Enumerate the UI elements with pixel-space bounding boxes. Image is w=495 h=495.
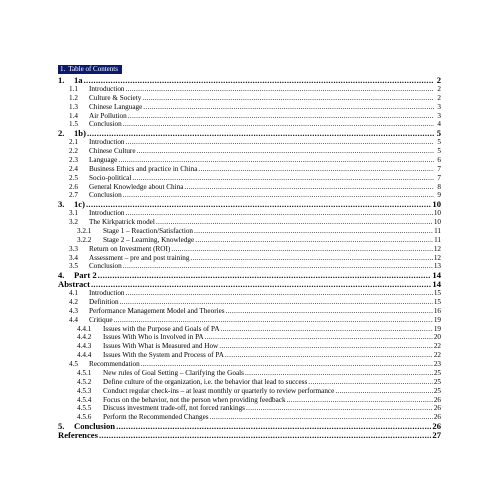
toc-entry-title: Chinese Language (89, 102, 143, 111)
toc-entry[interactable] (58, 218, 441, 227)
toc-dot-leader (143, 103, 434, 112)
toc-entry-page: 19 (433, 315, 441, 324)
toc-dot-leader (120, 298, 433, 307)
toc-dot-leader (126, 289, 433, 298)
toc-dot-leader (219, 342, 433, 351)
toc-entry[interactable] (58, 129, 441, 138)
toc-entry[interactable] (58, 404, 441, 413)
toc-entry[interactable] (58, 431, 441, 440)
toc-entry-page: 26 (433, 404, 441, 413)
toc-entry[interactable] (58, 316, 441, 325)
toc-entry-title: The Kirkpatrick model (89, 218, 155, 226)
toc-entry-page: 23 (433, 360, 441, 368)
toc-entry-page: 26 (433, 395, 441, 404)
toc-entry-number: 2.4 (69, 164, 78, 173)
toc-entry-number: 5. (58, 422, 65, 431)
toc-entry-title: Business Ethics and practice in China (89, 164, 198, 173)
toc-entry[interactable] (58, 262, 441, 271)
toc-entry[interactable] (58, 245, 441, 254)
toc-dot-leader (198, 165, 434, 174)
toc-entry-page: 11 (434, 235, 441, 244)
toc-dot-leader (126, 85, 434, 94)
toc-dot-leader (246, 404, 433, 413)
toc-entry-title: Issues With Who is Involved in PA (103, 333, 204, 342)
toc-entry-page: 2 (436, 76, 441, 85)
toc-entry-number: 3. (58, 200, 65, 210)
toc-entry-title: Conclusion (74, 422, 116, 431)
toc-entry[interactable] (58, 156, 441, 165)
toc-entry-number: 4.2 (69, 297, 78, 306)
toc-dot-leader (194, 227, 433, 236)
toc-entry-number: 2.3 (69, 155, 78, 164)
toc-entry-title: Perform the Recommended Changes (103, 413, 209, 422)
toc-entry[interactable] (58, 351, 441, 360)
toc-entry-page: 20 (433, 333, 441, 342)
toc-entry-page: 25 (433, 368, 441, 377)
toc-entry-number: 3.4 (69, 253, 78, 262)
toc-entry[interactable] (58, 396, 441, 405)
toc-entry-title: Conduct regular check-ins – at least monthly or quarterly to review performance (103, 386, 335, 395)
toc-entry-page: 5 (436, 129, 441, 139)
toc-entry-number: 4.5.6 (77, 413, 92, 422)
toc-entry[interactable] (58, 227, 441, 236)
toc-entry-page: 12 (433, 244, 441, 253)
toc-entry-title: Definition (89, 297, 119, 306)
toc-dot-leader (195, 236, 433, 245)
toc-entry[interactable] (58, 76, 441, 85)
toc-entry[interactable] (58, 191, 441, 200)
toc-entry-title: Culture & Society (89, 93, 142, 102)
toc-entry-number: 2.2 (69, 147, 78, 155)
toc-entry-title: Conclusion (89, 120, 122, 129)
toc-entry-title: 1a (74, 76, 83, 85)
toc-entry-title: Conclusion (89, 262, 122, 271)
toc-dot-leader (184, 183, 434, 192)
toc-dot-leader (210, 413, 433, 422)
toc-entry-number: 4.5.4 (77, 395, 92, 404)
toc-entry-title: Stage 2 – Learning, Knowledge (103, 235, 195, 244)
toc-entry-number: 4.4.2 (77, 333, 92, 342)
toc-entry-page: 26 (433, 413, 441, 422)
toc-dot-leader (205, 333, 433, 342)
toc-heading-text: Table of Contents (68, 65, 118, 73)
toc-entry-page: 14 (432, 280, 441, 289)
toc-entry-title: Introduction (89, 209, 125, 218)
toc-entry-number: 4.5 (69, 360, 78, 368)
toc-dot-leader (87, 129, 434, 138)
toc-entry-title: Air Pollution (89, 111, 127, 120)
toc-entry-number: 2.1 (69, 138, 78, 147)
toc-entry-number: 2.5 (69, 173, 78, 182)
toc-dot-leader (116, 422, 431, 431)
toc-entry-number: 4.4.4 (77, 351, 92, 360)
toc-entry-page: 15 (433, 289, 441, 297)
toc-entry-number: 3.1 (69, 209, 78, 218)
toc-entry-page: 14 (432, 271, 441, 281)
toc-entry[interactable] (58, 360, 441, 369)
toc-entry-number: 4.4 (69, 315, 78, 324)
toc-entry-title: Issues With the System and Process of PA (103, 351, 224, 360)
toc-entry-page: 5 (437, 138, 441, 147)
toc-entry-number: 2. (58, 129, 65, 139)
toc-entry-title: New rules of Goal Setting – Clarifying the Goals (103, 368, 244, 377)
toc-entry-title: Part 2 (74, 271, 97, 281)
toc-dot-leader (91, 280, 431, 289)
toc-entry-title: 1b) (74, 129, 86, 139)
toc-entry-number: 4.4.1 (77, 324, 92, 333)
toc-entry-title: Language (89, 155, 118, 164)
toc-entry-title: Discuss investment trade-off, not forced rankings (103, 404, 245, 413)
toc-entry-title: Focus on the behavior, not the person when providing feedback (103, 395, 286, 404)
toc-entry[interactable] (58, 94, 441, 103)
toc-entry[interactable] (58, 271, 441, 280)
toc-entry[interactable] (58, 422, 441, 431)
toc-entry-page: 10 (433, 209, 441, 218)
toc-entry-title: Conclusion (89, 191, 122, 200)
toc-dot-leader (99, 431, 431, 440)
toc-entry[interactable] (58, 289, 441, 298)
toc-entry[interactable] (58, 183, 441, 192)
toc-entry[interactable] (58, 236, 441, 245)
toc-entry[interactable] (58, 138, 441, 147)
toc-entry[interactable] (58, 387, 441, 396)
toc-dot-leader (118, 156, 434, 165)
toc-entry-page: 19 (433, 324, 441, 333)
toc-entry-number: 4.5.5 (77, 404, 92, 413)
toc-entry-page: 15 (433, 297, 441, 306)
toc-dot-leader (123, 262, 433, 271)
toc-entry-title: Issues With What is Measured and How (103, 342, 219, 351)
toc-entry-page: 22 (433, 351, 441, 360)
toc-dot-leader (141, 360, 433, 369)
toc-entry-page: 26 (432, 422, 441, 431)
toc-dot-leader (171, 245, 433, 254)
toc-entry-page: 9 (437, 191, 441, 200)
toc-dot-leader (245, 369, 433, 378)
toc-entry-title: Chinese Culture (89, 147, 136, 155)
toc-entry-number: 3.2.1 (77, 226, 92, 235)
toc-dot-leader (86, 200, 431, 209)
toc-entry-page: 10 (433, 218, 441, 226)
toc-entry-page: 22 (433, 342, 441, 351)
toc-entry-list (58, 76, 441, 440)
toc-dot-leader (132, 174, 434, 183)
toc-entry-title: Abstract (58, 280, 90, 289)
toc-entry-number: 4.1 (69, 289, 78, 297)
toc-entry[interactable] (58, 342, 441, 351)
toc-entry-page: 3 (437, 111, 441, 120)
toc-heading-number: 1. (60, 65, 66, 73)
toc-entry-page: 10 (432, 200, 441, 210)
toc-entry-title: Stage 1 – Reaction/Satisfaction (103, 226, 194, 235)
toc-entry[interactable] (58, 209, 441, 218)
toc-entry-page: 2 (437, 84, 441, 93)
toc-entry-title: 1c) (74, 200, 85, 210)
toc-entry-page: 6 (437, 155, 441, 164)
toc-entry-number: 3.3 (69, 244, 78, 253)
toc-dot-leader (225, 351, 433, 360)
toc-dot-leader (335, 387, 432, 396)
toc-entry-number: 1.2 (69, 93, 78, 102)
toc-entry-number: 4.5.3 (77, 386, 92, 395)
toc-entry-number: 1.1 (69, 84, 78, 93)
toc-dot-leader (221, 325, 433, 334)
toc-entry[interactable] (58, 165, 441, 174)
toc-entry-title: Return on Investment (ROI) (89, 244, 171, 253)
toc-entry-title: Performance Management Model and Theories (89, 306, 225, 315)
toc-entry-page: 13 (433, 262, 441, 271)
toc-entry-page: 16 (433, 306, 441, 315)
toc-dot-leader (126, 138, 434, 147)
toc-entry-number: 3.2.2 (77, 235, 92, 244)
toc-entry-page: 8 (437, 182, 441, 191)
toc-entry[interactable] (58, 85, 441, 94)
toc-entry-number: 2.7 (69, 191, 78, 200)
toc-entry[interactable] (58, 103, 441, 112)
toc-entry-number: 4. (58, 271, 65, 281)
toc-entry-number: 2.6 (69, 182, 78, 191)
toc-dot-leader (156, 218, 433, 227)
toc-entry-page: 4 (437, 120, 441, 129)
toc-entry[interactable] (58, 120, 441, 129)
toc-entry[interactable] (58, 333, 441, 342)
toc-entry-title: Recommendation (89, 360, 140, 368)
toc-dot-leader (84, 76, 434, 85)
table-of-contents (58, 58, 441, 440)
toc-entry-number: 3.5 (69, 262, 78, 271)
toc-entry[interactable] (58, 307, 441, 316)
toc-entry-page: 25 (433, 377, 441, 386)
toc-dot-leader (190, 254, 432, 263)
toc-entry-page: 25 (433, 386, 441, 395)
toc-entry-title: References (58, 431, 98, 440)
toc-dot-leader (123, 191, 434, 200)
toc-entry[interactable] (58, 369, 441, 378)
toc-dot-leader (142, 94, 434, 103)
toc-entry-title: Introduction (89, 84, 125, 93)
toc-entry-title: Assessment – pre and post training (89, 253, 190, 262)
toc-entry-page: 7 (437, 173, 441, 182)
toc-entry-title: Define culture of the organization, i.e. the behavior that lead to success (103, 377, 308, 386)
toc-entry[interactable] (58, 413, 441, 422)
toc-entry-title: Critique (89, 315, 113, 324)
toc-entry-title: General Knowledge about China (89, 182, 184, 191)
toc-entry[interactable] (58, 112, 441, 121)
toc-dot-leader (98, 271, 432, 280)
toc-entry-page: 5 (437, 147, 441, 155)
toc-entry-title: Introduction (89, 138, 125, 147)
toc-entry-title: Introduction (89, 289, 125, 297)
toc-entry-title: Socio-political (89, 173, 132, 182)
toc-entry[interactable] (58, 378, 441, 387)
toc-dot-leader (126, 209, 433, 218)
toc-entry[interactable] (58, 200, 441, 209)
toc-entry[interactable] (58, 298, 441, 307)
toc-dot-leader (123, 120, 434, 129)
toc-entry-number: 1.5 (69, 120, 78, 129)
toc-entry[interactable] (58, 147, 441, 156)
toc-entry[interactable] (58, 254, 441, 263)
toc-entry-page: 12 (433, 253, 441, 262)
toc-dot-leader (226, 307, 433, 316)
toc-heading (58, 65, 122, 74)
toc-entry-page: 2 (437, 93, 441, 102)
toc-dot-leader (114, 316, 433, 325)
toc-entry-number: 1.3 (69, 102, 78, 111)
toc-entry-number: 4.3 (69, 306, 78, 315)
toc-entry-number: 4.5.1 (77, 368, 92, 377)
toc-dot-leader (128, 112, 434, 121)
toc-dot-leader (308, 378, 433, 387)
toc-entry-page: 11 (434, 226, 441, 235)
toc-dot-leader (137, 147, 434, 156)
toc-entry-number: 4.4.3 (77, 342, 92, 351)
toc-entry-page: 7 (437, 164, 441, 173)
toc-entry-number: 1.4 (69, 111, 78, 120)
toc-entry[interactable] (58, 174, 441, 183)
toc-dot-leader (287, 396, 433, 405)
toc-entry-page: 27 (432, 431, 441, 440)
toc-entry[interactable] (58, 280, 441, 289)
toc-entry[interactable] (58, 325, 441, 334)
toc-entry-number: 1. (58, 76, 65, 85)
toc-entry-page: 3 (437, 102, 441, 111)
toc-entry-number: 4.5.2 (77, 377, 92, 386)
toc-entry-number: 3.2 (69, 218, 78, 226)
toc-entry-title: Issues with the Purpose and Goals of PA (103, 324, 220, 333)
